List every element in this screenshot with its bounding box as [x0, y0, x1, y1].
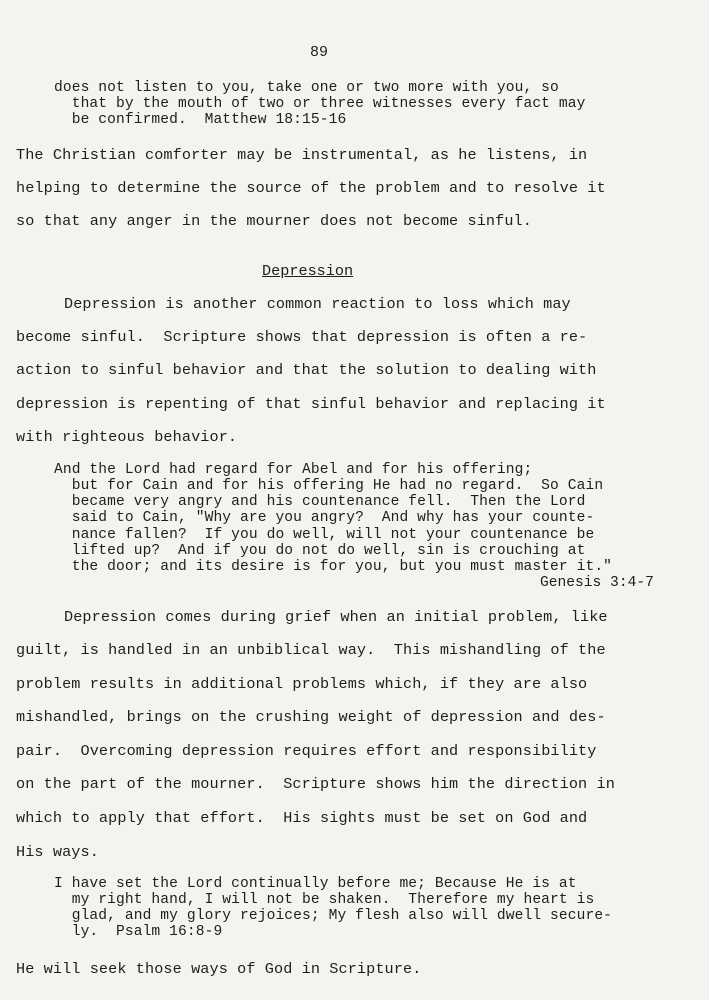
quote1-line-3: be confirmed. Matthew 18:15-16 [54, 112, 347, 128]
para2-line-1: Depression is another common reaction to loss which may [64, 295, 571, 313]
section-heading: Depression [262, 262, 354, 280]
para1-line-2: helping to determine the source of the problem and to resolve it [16, 179, 606, 197]
para3-line-1: Depression comes during grief when an initial problem, like [64, 608, 608, 626]
quote2-line-6: lifted up? And if you do not do well, sin is crouching at [54, 543, 586, 559]
para2-line-2: become sinful. Scripture shows that depression is often a re- [16, 328, 588, 346]
para3-line-4: mishandled, brings on the crushing weight of depression and des- [16, 708, 606, 726]
para3-line-7: which to apply that effort. His sights must be set on God and [16, 809, 588, 827]
para3-line-2: guilt, is handled in an unbiblical way. This mishandling of the [16, 641, 606, 659]
quote2-line-4: said to Cain, "Why are you angry? And why has your counte- [54, 510, 595, 526]
quote3-line-2: my right hand, I will not be shaken. Therefore my heart is [54, 892, 595, 908]
quote1-line-2: that by the mouth of two or three witnesses every fact may [54, 96, 586, 112]
para4-line-1: He will seek those ways of God in Scripture. [16, 960, 422, 978]
para1-line-3: so that any anger in the mourner does not become sinful. [16, 212, 532, 230]
quote2-line-5: nance fallen? If you do well, will not your countenance be [54, 527, 595, 543]
para1-line-1: The Christian comforter may be instrumental, as he listens, in [16, 146, 588, 164]
para2-line-3: action to sinful behavior and that the solution to dealing with [16, 361, 597, 379]
quote3-line-1: I have set the Lord continually before me; Because He is at [54, 876, 577, 892]
quote2-line-1: And the Lord had regard for Abel and for his offering; [54, 462, 533, 478]
quote3-line-4: ly. Psalm 16:8-9 [54, 924, 223, 940]
quote3-line-3: glad, and my glory rejoices; My flesh also will dwell secure- [54, 908, 613, 924]
para3-line-8: His ways. [16, 843, 99, 861]
para3-line-3: problem results in additional problems which, if they are also [16, 675, 588, 693]
quote2-line-3: became very angry and his countenance fell. Then the Lord [54, 494, 586, 510]
quote2-line-2: but for Cain and for his offering He had no regard. So Cain [54, 478, 604, 494]
para2-line-4: depression is repenting of that sinful behavior and replacing it [16, 395, 606, 413]
quote2-reference: Genesis 3:4-7 [540, 575, 654, 591]
quote2-line-7: the door; and its desire is for you, but you must master it." [54, 559, 613, 575]
para3-line-6: on the part of the mourner. Scripture shows him the direction in [16, 775, 615, 793]
para3-line-5: pair. Overcoming depression requires effort and responsibility [16, 742, 597, 760]
para2-line-5: with righteous behavior. [16, 428, 238, 446]
page-number: 89 [310, 44, 329, 61]
quote1-line-1: does not listen to you, take one or two more with you, so [54, 80, 559, 96]
